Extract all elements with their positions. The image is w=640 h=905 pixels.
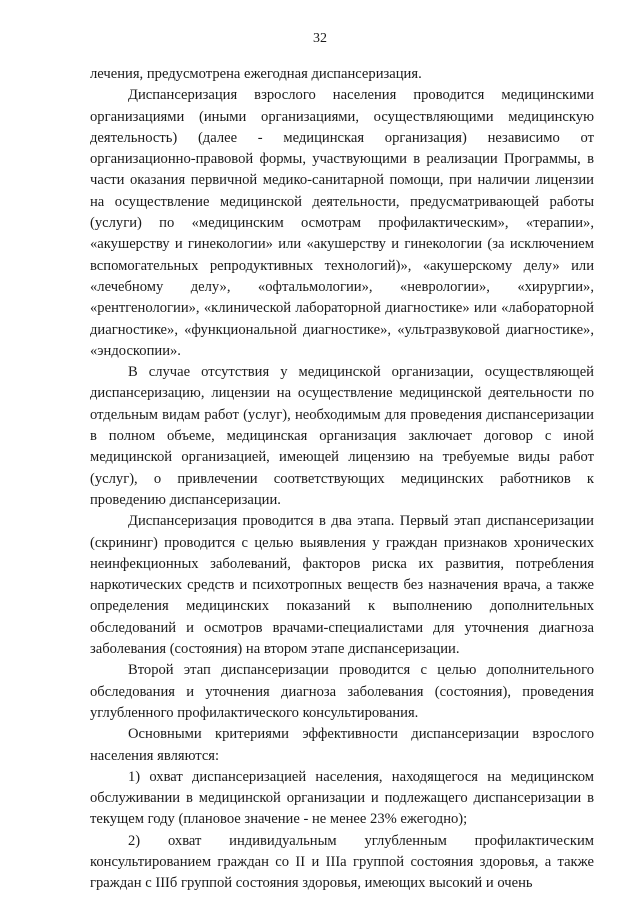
paragraph-criterion-1: 1) охват диспансеризацией населения, находящегося на медицинском обслуживании в медицинской организации и подлежащего диспансеризации в текущем году (плановое значение - не менее 23% ежегодно); [90, 768, 594, 828]
paragraph-two-stages: Диспансеризация проводится в два этапа. Первый этап диспансеризации (скрининг) проводится с целью выявления у граждан признаков хронических неинфекционных заболеваний, факторов риска их развития, потребления наркотических средств и психотропных веществ без назначения врача, а также определения медицинских показаний к выполнению дополнительных обследований и осмотров врачами-специалистами для уточнения диагноза заболевания (состояния) на втором этапе диспансеризации. [90, 513, 594, 658]
paragraph-continuation: лечения, предусмотрена ежегодная диспансеризация. [90, 66, 422, 82]
document-body [90, 64, 594, 895]
paragraph-licensing: Диспансеризация взрослого населения проводится медицинскими организациями (иными организациями, осуществляющими медицинскую деятельность) (далее - медицинская организация) независимо от организационно-правовой формы, участвующими в реализации Программы, в части оказания первичной медико-санитарной помощи, при наличии лицензии на осуществление медицинской деятельности, предусматривающей работы (услуги) по «медицинским осмотрам профилактическим», «терапии», «акушерству и гинекологии» или «акушерству и гинекологии (за исключением вспомогательных репродуктивных технологий)», «акушерскому делу» или «лечебному делу», «офтальмологии», «неврологии», «хирургии», «рентгенологии», «клинической лабораторной диагностике» или «лабораторной диагностике», «функциональной диагностике», «ультразвуковой диагностике», «эндоскопии». [90, 87, 594, 359]
paragraph-no-license: В случае отсутствия у медицинской организации, осуществляющей диспансеризацию, лицензии на осуществление медицинской деятельности по отдельным видам работ (услуг), необходимым для проведения диспансеризации в полном объеме, медицинская организация заключает договор с иной медицинской организацией, имеющей лицензию на требуемые виды работ (услуг), о привлечении соответствующих медицинских работников к проведению диспансеризации. [90, 364, 594, 508]
paragraph-second-stage: Второй этап диспансеризации проводится с целью дополнительного обследования и уточнения диагноза заболевания (состояния), проведения углубленного профилактического консультирования. [90, 662, 594, 721]
page-number: 32 [313, 31, 327, 46]
paragraph-criteria-intro: Основными критериями эффективности диспансеризации взрослого населения являются: [90, 726, 594, 764]
paragraph-criterion-2: 2) охват индивидуальным углубленным профилактическим консультированием граждан со II и IIIа группой состояния здоровья, а также граждан с IIIб группой состояния здоровья, имеющих высокий и очень [90, 832, 594, 892]
